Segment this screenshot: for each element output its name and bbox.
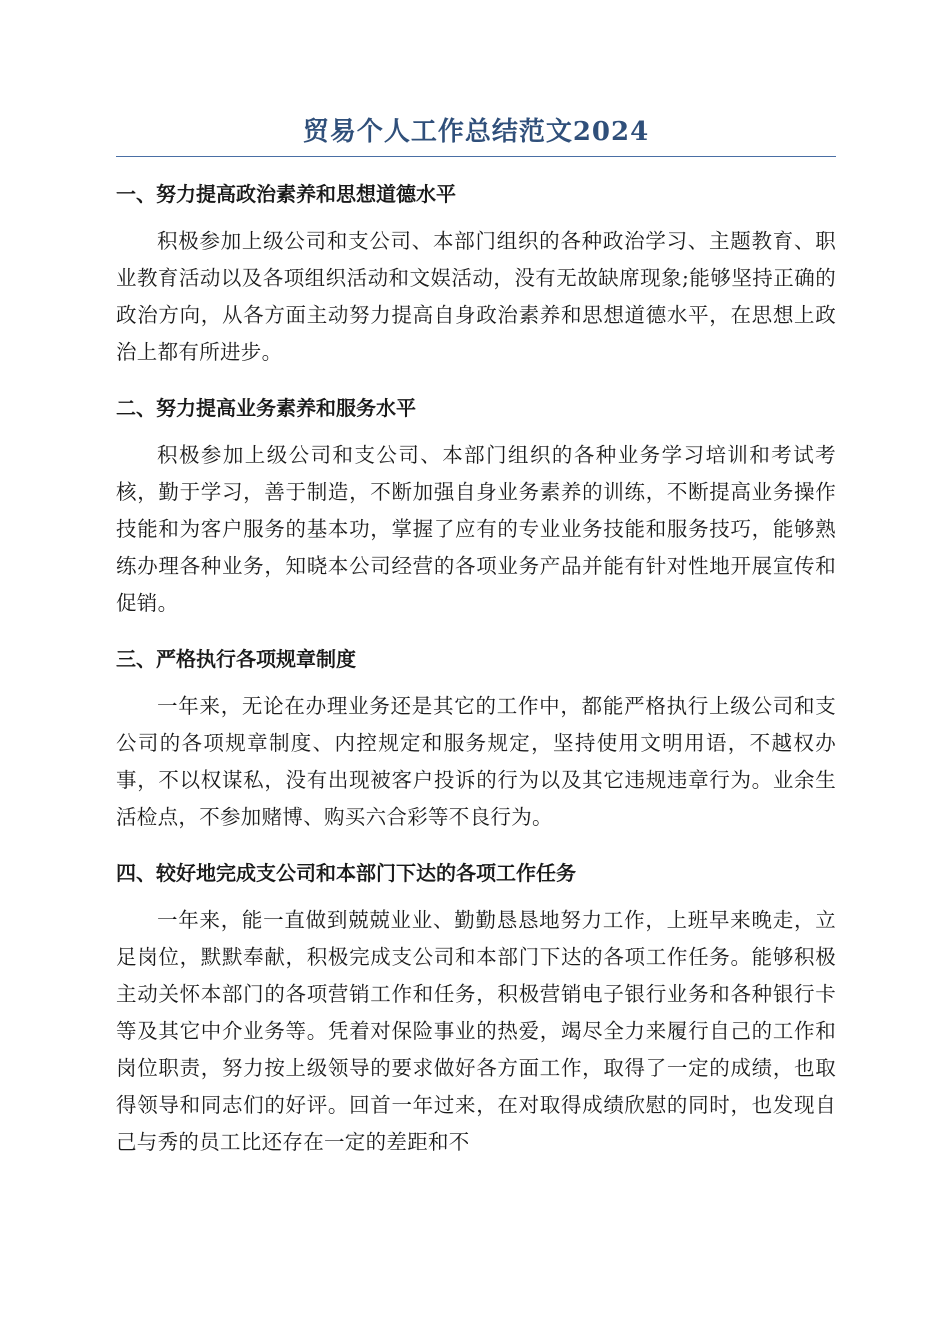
section-4 (116, 858, 836, 1161)
section-heading: 一、努力提高政治素养和思想道德水平 (116, 182, 456, 206)
document-page (116, 112, 836, 1161)
section-heading: 三、严格执行各项规章制度 (116, 647, 356, 671)
document-title: 贸易个人工作总结范文2024 (116, 112, 836, 157)
section-3 (116, 644, 836, 836)
section-2 (116, 393, 836, 622)
section-paragraph: 积极参加上级公司和支公司、本部门组织的各种业务学习培训和考试考核，勤于学习，善于制造，不断加强自身业务素养的训练，不断提高业务操作技能和为客户服务的基本功，掌握了应有的专业业务技能和服务技巧，能够熟练办理各种业务，知晓本公司经营的各项业务产品并能有针对性地开展宣传和促销。 (116, 443, 836, 615)
section-1 (116, 179, 836, 371)
section-paragraph: 一年来，能一直做到兢兢业业、勤勤恳恳地努力工作，上班早来晚走，立足岗位，默默奉献，积极完成支公司和本部门下达的各项工作任务。能够积极主动关怀本部门的各项营销工作和任务，积极营销电子银行业务和各种银行卡等及其它中介业务等。凭着对保险事业的热爱，竭尽全力来履行自己的工作和岗位职责，努力按上级领导的要求做好各方面工作，取得了一定的成绩，也取得领导和同志们的好评。回首一年过来，在对取得成绩欣慰的同时，也发现自己与秀的员工比还存在一定的差距和不 (116, 908, 836, 1154)
section-paragraph: 积极参加上级公司和支公司、本部门组织的各种政治学习、主题教育、职业教育活动以及各项组织活动和文娱活动，没有无故缺席现象;能够坚持正确的政治方向，从各方面主动努力提高自身政治素养和思想道德水平，在思想上政治上都有所进步。 (116, 229, 836, 364)
section-heading: 二、努力提高业务素养和服务水平 (116, 396, 416, 420)
section-heading: 四、较好地完成支公司和本部门下达的各项工作任务 (116, 861, 576, 885)
section-paragraph: 一年来，无论在办理业务还是其它的工作中，都能严格执行上级公司和支公司的各项规章制度、内控规定和服务规定，坚持使用文明用语，不越权办事，不以权谋私，没有出现被客户投诉的行为以及其它违规违章行为。业余生活检点，不参加赌博、购买六合彩等不良行为。 (116, 694, 836, 829)
